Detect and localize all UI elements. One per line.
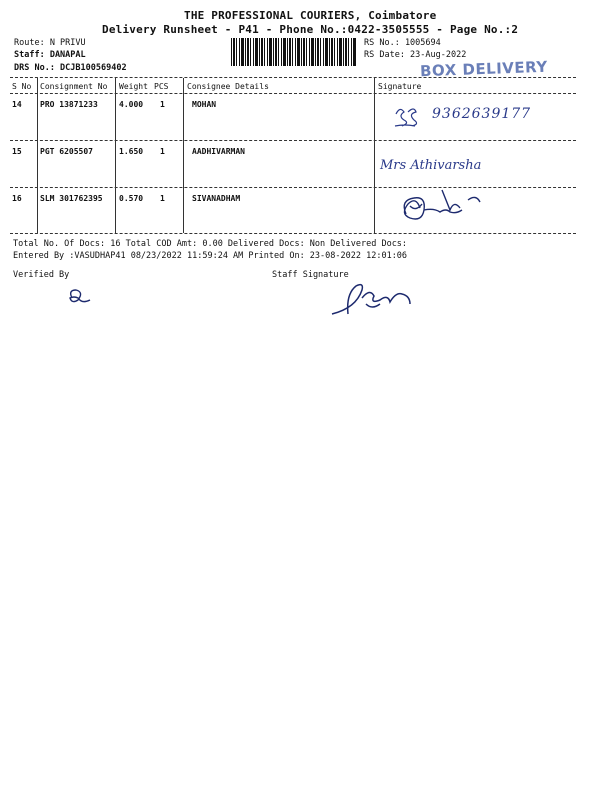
header-consignee: Consignee Details — [187, 82, 269, 91]
row-consignment: SLM 301762395 — [40, 194, 103, 203]
header-consignment: Consignment No — [40, 82, 108, 91]
header-signature: Signature — [378, 82, 422, 91]
header-sno: S No — [12, 82, 32, 91]
row-sno: 15 — [12, 147, 22, 156]
row-weight: 4.000 — [119, 100, 144, 109]
staff-signature-handwriting — [326, 278, 426, 326]
row-sno: 16 — [12, 194, 22, 203]
staff-signature-label: Staff Signature — [272, 270, 349, 280]
header-weight: Weight — [119, 82, 148, 91]
row-rule-2 — [10, 187, 576, 188]
signature-handwriting — [398, 186, 488, 234]
drs-number: DRS No.: DCJB100569402 — [14, 63, 127, 73]
row-consignee: MOHAN — [192, 100, 217, 109]
table-top-rule — [10, 77, 576, 78]
col-divider — [183, 78, 184, 233]
box-delivery-stamp: BOX DELIVERY — [419, 57, 549, 81]
col-divider — [115, 78, 116, 233]
row-consignment: PGT 6205507 — [40, 147, 93, 156]
signature-phone-number: 9362639177 — [432, 106, 532, 122]
row-pcs: 1 — [160, 100, 165, 109]
row-pcs: 1 — [160, 194, 165, 203]
row-weight: 0.570 — [119, 194, 144, 203]
row-consignee: AADHIVARMAN — [192, 147, 245, 156]
totals-line: Total No. Of Docs: 16 Total COD Amt: 0.00 Delivered Docs: Non Delivered Docs: — [13, 239, 408, 249]
company-title: THE PROFESSIONAL COURIERS, Coimbatore — [184, 9, 437, 22]
row-pcs: 1 — [160, 147, 165, 156]
barcode — [231, 38, 357, 66]
runsheet-title: Delivery Runsheet - P41 - Phone No.:0422-3505555 - Page No.:2 — [102, 23, 519, 36]
verified-by-label: Verified By — [13, 270, 70, 280]
verified-by-signature — [58, 286, 94, 314]
row-consignee: SIVANADHAM — [192, 194, 241, 203]
row-sno: 14 — [12, 100, 22, 109]
col-divider — [374, 78, 375, 233]
route-label: Route: N PRIVU — [14, 38, 86, 48]
row-rule-1 — [10, 140, 576, 141]
staff-label: Staff: DANAPAL — [14, 50, 86, 60]
entered-by-line: Entered By :VASUDHAP41 08/23/2022 11:59:24 AM Printed On: 23-08-2022 12:01:06 — [13, 251, 408, 261]
header-pcs: PCS — [154, 82, 169, 91]
rs-date: RS Date: 23-Aug-2022 — [364, 50, 467, 60]
row-rule-3 — [10, 233, 576, 234]
rs-number: RS No.: 1005694 — [364, 38, 441, 48]
signature-handwriting: Mrs Athivarsha — [380, 158, 482, 173]
col-divider — [37, 78, 38, 233]
row-weight: 1.650 — [119, 147, 144, 156]
row-consignment: PRO 13871233 — [40, 100, 98, 109]
table-header-rule — [10, 93, 576, 94]
